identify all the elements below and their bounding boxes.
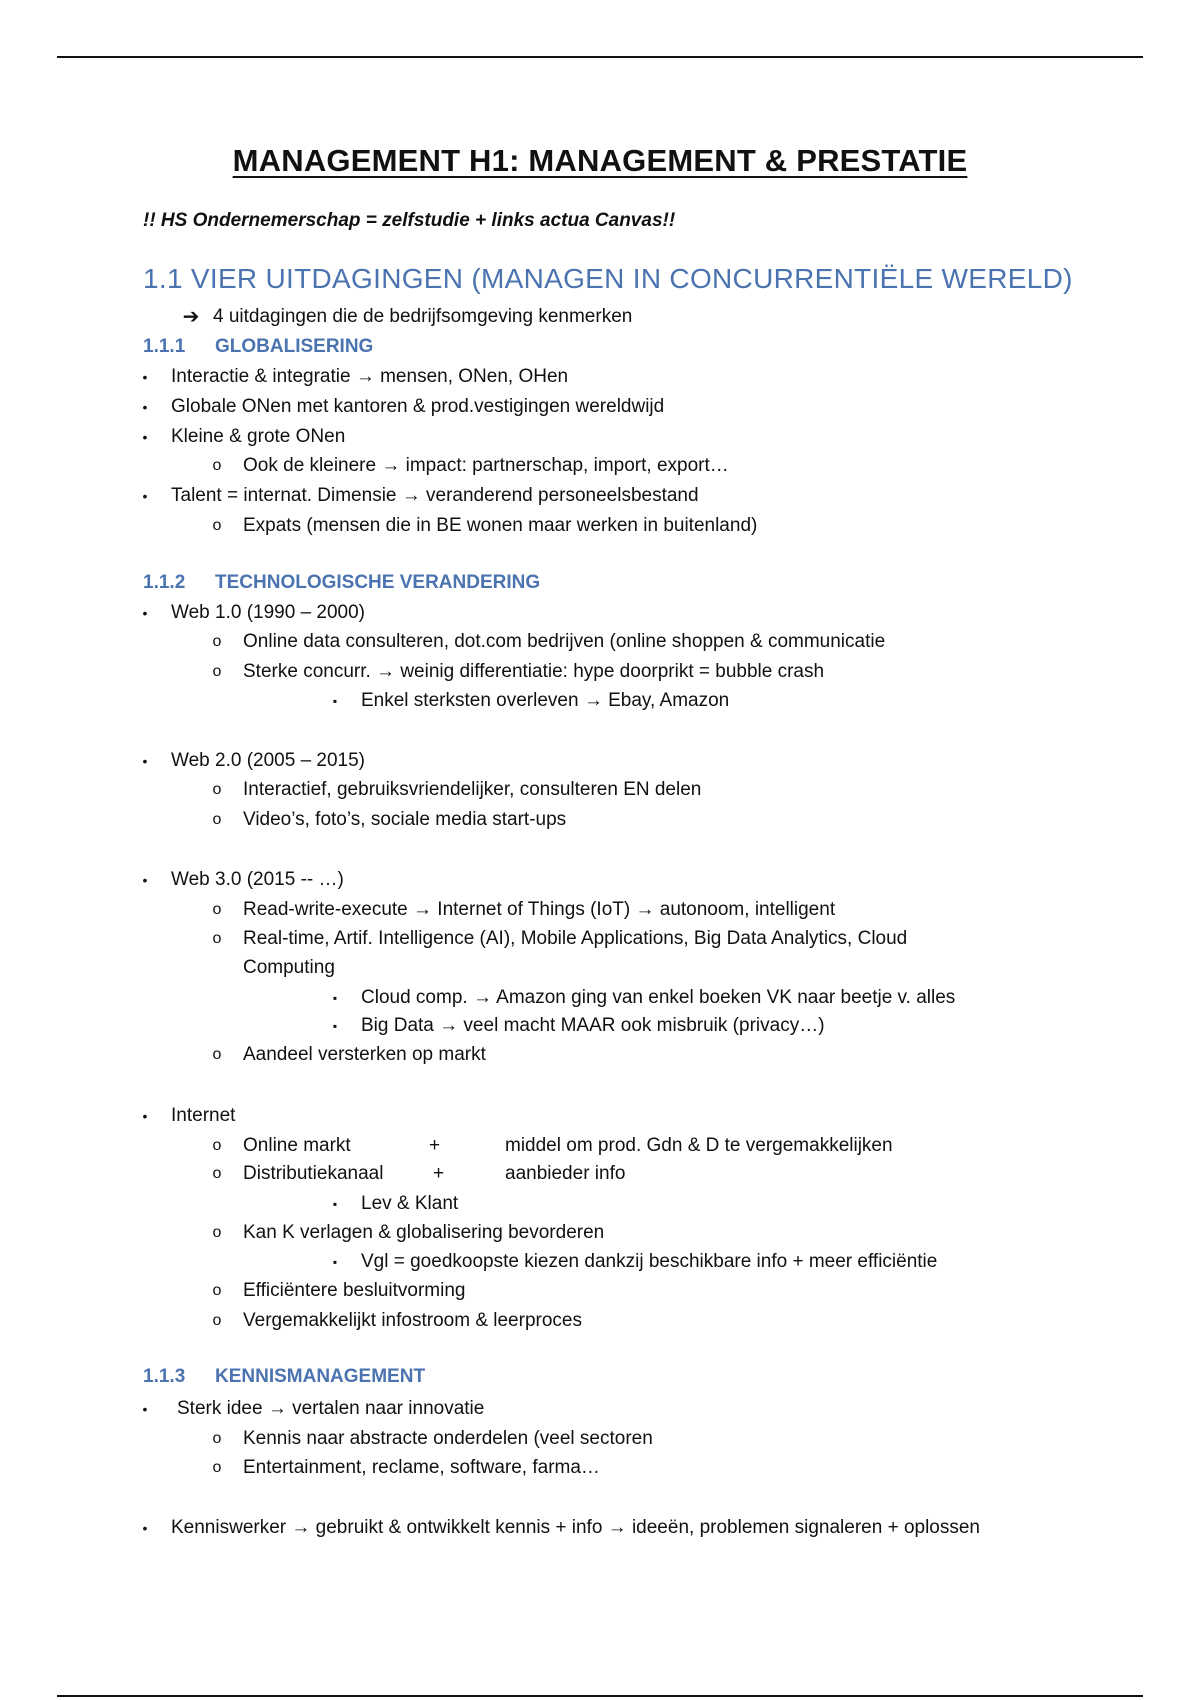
list-item: o Efficiëntere besluitvorming — [243, 1279, 465, 1303]
plus-sign: + — [433, 1163, 445, 1184]
list-item: o Video’s, foto’s, sociale media start-ups — [243, 808, 566, 832]
list-item: • Internet — [171, 1104, 235, 1128]
subsection-number: 1.1.1 — [143, 336, 186, 357]
list-item: • Sterk idee → vertalen naar innovatie — [177, 1397, 484, 1421]
square-bullet-icon: ▪ — [332, 1255, 338, 1269]
bullet-icon: • — [142, 488, 148, 504]
intro-text: 4 uitdagingen die de bedrijfsomgeving kenmerken — [213, 306, 633, 327]
list-item: ▪ Cloud comp. → Amazon ging van enkel boeken VK naar beetje v. alles — [361, 986, 955, 1010]
circle-bullet-icon: o — [212, 1224, 222, 1241]
circle-bullet-icon: o — [212, 1312, 222, 1329]
subsection-number: 1.1.3 — [143, 1366, 186, 1387]
list-item: o Interactief, gebruiksvriendelijker, consulteren EN delen — [243, 778, 701, 802]
intro-line — [182, 305, 633, 329]
list-item: • Interactie & integratie → mensen, ONen, OHen — [171, 365, 568, 389]
list-item: • Web 2.0 (2005 – 2015) — [171, 749, 365, 773]
document-title: MANAGEMENT H1: MANAGEMENT & PRESTATIE — [232, 143, 968, 178]
footer-rule — [57, 1695, 1143, 1697]
section-heading: 1.1 VIER UITDAGINGEN (MANAGEN IN CONCURRENTIËLE WERELD) — [143, 263, 1073, 294]
circle-bullet-icon: o — [212, 781, 222, 798]
list-item: o Distributiekanaal + aanbieder info — [243, 1162, 383, 1186]
list-item: o Real-time, Artif. Intelligence (AI), Mobile Applications, Big Data Analytics, Cloud — [243, 927, 907, 951]
circle-bullet-icon: o — [212, 1459, 222, 1476]
list-item: ▪ Enkel sterksten overleven → Ebay, Amazon — [361, 689, 729, 713]
list-item: o Vergemakkelijkt infostroom & leerproces — [243, 1309, 582, 1333]
subsection-heading-kennismanagement — [143, 1366, 425, 1388]
plus-sign: + — [429, 1135, 441, 1156]
circle-bullet-icon: o — [212, 1137, 222, 1154]
list-item: o Kan K verlagen & globalisering bevorderen — [243, 1221, 604, 1245]
arrow-icon: ➔ — [182, 306, 200, 328]
list-item: ▪ Big Data → veel macht MAAR ook misbruik (privacy…) — [361, 1014, 825, 1038]
bullet-icon: • — [142, 399, 148, 415]
square-bullet-icon: ▪ — [332, 694, 338, 708]
square-bullet-icon: ▪ — [332, 1197, 338, 1211]
bullet-icon: • — [142, 429, 148, 445]
bullet-icon: • — [142, 605, 148, 621]
subsection-title: GLOBALISERING — [215, 336, 374, 357]
bullet-icon: • — [142, 369, 148, 385]
list-item: o Sterke concurr. → weinig differentiatie: hype doorprikt = bubble crash — [243, 660, 824, 684]
circle-bullet-icon: o — [212, 457, 222, 474]
list-item: • Web 3.0 (2015 -- …) — [171, 868, 344, 892]
study-note: !! HS Ondernemerschap = zelfstudie + links actua Canvas!! — [143, 210, 676, 231]
list-item: o Aandeel versterken op markt — [243, 1043, 486, 1067]
list-item: o Entertainment, reclame, software, farma… — [243, 1456, 600, 1480]
circle-bullet-icon: o — [212, 930, 222, 947]
circle-bullet-icon: o — [212, 1282, 222, 1299]
subsection-heading-technologie — [143, 572, 540, 594]
list-item: ▪ Lev & Klant — [361, 1192, 458, 1216]
square-bullet-icon: ▪ — [332, 1019, 338, 1033]
bullet-icon: • — [142, 1520, 148, 1536]
circle-bullet-icon: o — [212, 811, 222, 828]
bullet-icon: • — [142, 753, 148, 769]
circle-bullet-icon: o — [212, 663, 222, 680]
circle-bullet-icon: o — [212, 633, 222, 650]
list-item: o Online markt + middel om prod. Gdn & D te vergemakkelijken — [243, 1134, 351, 1158]
list-item: • Kenniswerker → gebruikt & ontwikkelt kennis + info → ideeën, problemen signaleren + oplossen — [171, 1516, 980, 1540]
list-item: ▪ Vgl = goedkoopste kiezen dankzij beschikbare info + meer efficiëntie — [361, 1250, 937, 1274]
circle-bullet-icon: o — [212, 901, 222, 918]
bullet-icon: • — [142, 1108, 148, 1124]
list-item: o Read-write-execute → Internet of Things (IoT) → autonoom, intelligent — [243, 898, 835, 922]
bullet-icon: • — [142, 872, 148, 888]
header-rule — [57, 56, 1143, 58]
list-item: o Online data consulteren, dot.com bedrijven (online shoppen & communicatie — [243, 630, 885, 654]
list-item: • Web 1.0 (1990 – 2000) — [171, 601, 365, 625]
square-bullet-icon: ▪ — [332, 991, 338, 1005]
subsection-heading-globalisering — [143, 336, 373, 358]
subsection-number: 1.1.2 — [143, 572, 186, 593]
list-item: • Talent = internat. Dimensie → veranderend personeelsbestand — [171, 484, 699, 508]
list-item: • Globale ONen met kantoren & prod.vestigingen wereldwijd — [171, 395, 664, 419]
list-item: o Kennis naar abstracte onderdelen (veel sectoren — [243, 1427, 653, 1451]
list-item: o Expats (mensen die in BE wonen maar werken in buitenland) — [243, 514, 757, 538]
list-item: o Ook de kleinere → impact: partnerschap, import, export… — [243, 454, 729, 478]
bullet-icon: • — [142, 1401, 148, 1417]
subsection-title: KENNISMANAGEMENT — [215, 1366, 426, 1387]
circle-bullet-icon: o — [212, 1430, 222, 1447]
circle-bullet-icon: o — [212, 517, 222, 534]
list-item-continuation: Computing — [243, 957, 335, 978]
list-item: • Kleine & grote ONen — [171, 425, 345, 449]
circle-bullet-icon: o — [212, 1046, 222, 1063]
circle-bullet-icon: o — [212, 1165, 222, 1182]
subsection-title: TECHNOLOGISCHE VERANDERING — [215, 572, 541, 593]
